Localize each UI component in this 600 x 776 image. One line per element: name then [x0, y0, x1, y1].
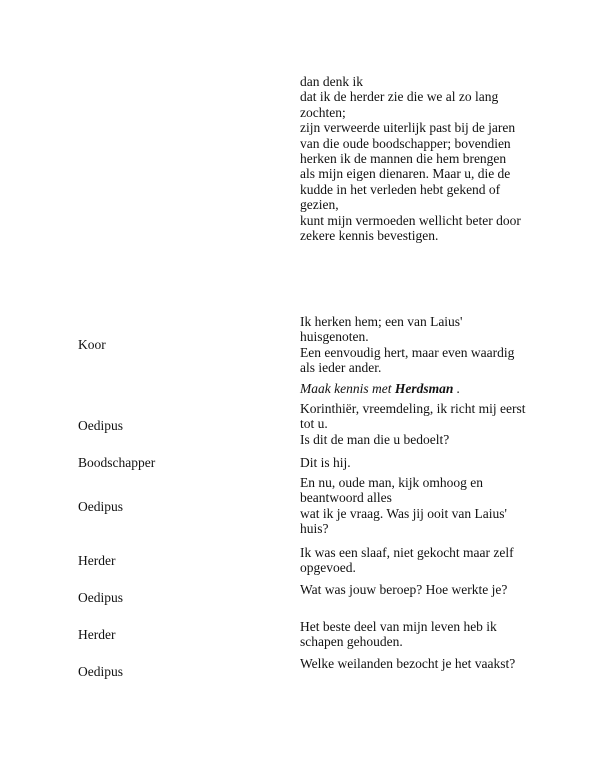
dialogue-row — [0, 656, 600, 688]
speech-lines — [300, 475, 532, 537]
speaker-name: Oedipus — [78, 590, 123, 605]
dialogue-row — [0, 74, 600, 306]
speech-line: van die oude boodschapper; bovendien — [300, 135, 511, 151]
speech-line: Welke weilanden bezocht je het vaakst? — [300, 656, 516, 671]
dialogue-row — [0, 475, 600, 539]
speaker-name: Koor — [78, 337, 106, 352]
speech-line: Dit is hij. — [300, 455, 351, 470]
dialogue-row — [0, 455, 600, 471]
speech-lines — [300, 582, 532, 597]
speech-line: En nu, oude man, kijk omhoog en beantwoord alles — [300, 475, 483, 506]
stage-direction — [300, 381, 532, 396]
speech-lines — [300, 401, 532, 447]
speech-line: Ik was een slaaf, niet gekocht maar zelf opgevoed. — [300, 545, 514, 576]
dialogue-row — [0, 314, 600, 376]
dialogue-row — [0, 545, 600, 577]
speech-line: Korinthiër, vreemdeling, ik richt mij eerst tot u. — [300, 401, 526, 432]
speaker-name: Oedipus — [78, 664, 123, 679]
stage-direction-row — [0, 381, 600, 399]
speech-line: herken ik de mannen die hem brengen — [300, 151, 507, 167]
dialogue-row — [0, 401, 600, 451]
speech-line: dan denk ik — [300, 74, 363, 89]
speaker-name: Herder — [78, 553, 116, 568]
stage-direction-name: Herdsman — [394, 381, 454, 396]
speech-line: Wat was jouw beroep? Hoe werkte je? — [300, 582, 508, 597]
speech-line: Is dit de man die u bedoelt? — [300, 431, 450, 447]
speech-line: als mijn eigen dienaren. Maar u, die de kudde in het verleden hebt gekend of gezien, — [300, 166, 511, 213]
speech-lines — [300, 656, 532, 671]
speaker-name: Oedipus — [78, 418, 123, 433]
speech-line: Het beste deel van mijn leven heb ik schapen gehouden. — [300, 619, 497, 650]
speaker-name: Herder — [78, 627, 116, 642]
speech-lines — [300, 455, 532, 470]
speech-line: wat ik je vraag. Was jij ooit van Laius' huis? — [300, 505, 507, 537]
speaker-name: Oedipus — [78, 499, 123, 514]
dialogue-row — [0, 582, 600, 614]
speech-lines — [300, 619, 532, 650]
stage-direction-suffix: . — [456, 381, 461, 396]
dialogue-row — [0, 619, 600, 651]
speech-line: dat ik de herder zie die we al zo lang zochten; — [300, 89, 499, 120]
speech-lines — [300, 545, 532, 576]
speech-lines — [300, 74, 532, 243]
speech-line: Een eenvoudig hert, maar even waardig als ieder ander. — [300, 344, 515, 376]
stage-direction-prefix: Maak kennis met — [300, 381, 392, 396]
speech-line: kunt mijn vermoeden wellicht beter door zekere kennis bevestigen. — [300, 212, 521, 244]
speech-lines — [300, 314, 532, 376]
speaker-name: Boodschapper — [78, 455, 156, 470]
speech-line: Ik herken hem; een van Laius' huisgenoten. — [300, 314, 463, 345]
speech-line: zijn verweerde uiterlijk past bij de jaren — [300, 120, 516, 136]
